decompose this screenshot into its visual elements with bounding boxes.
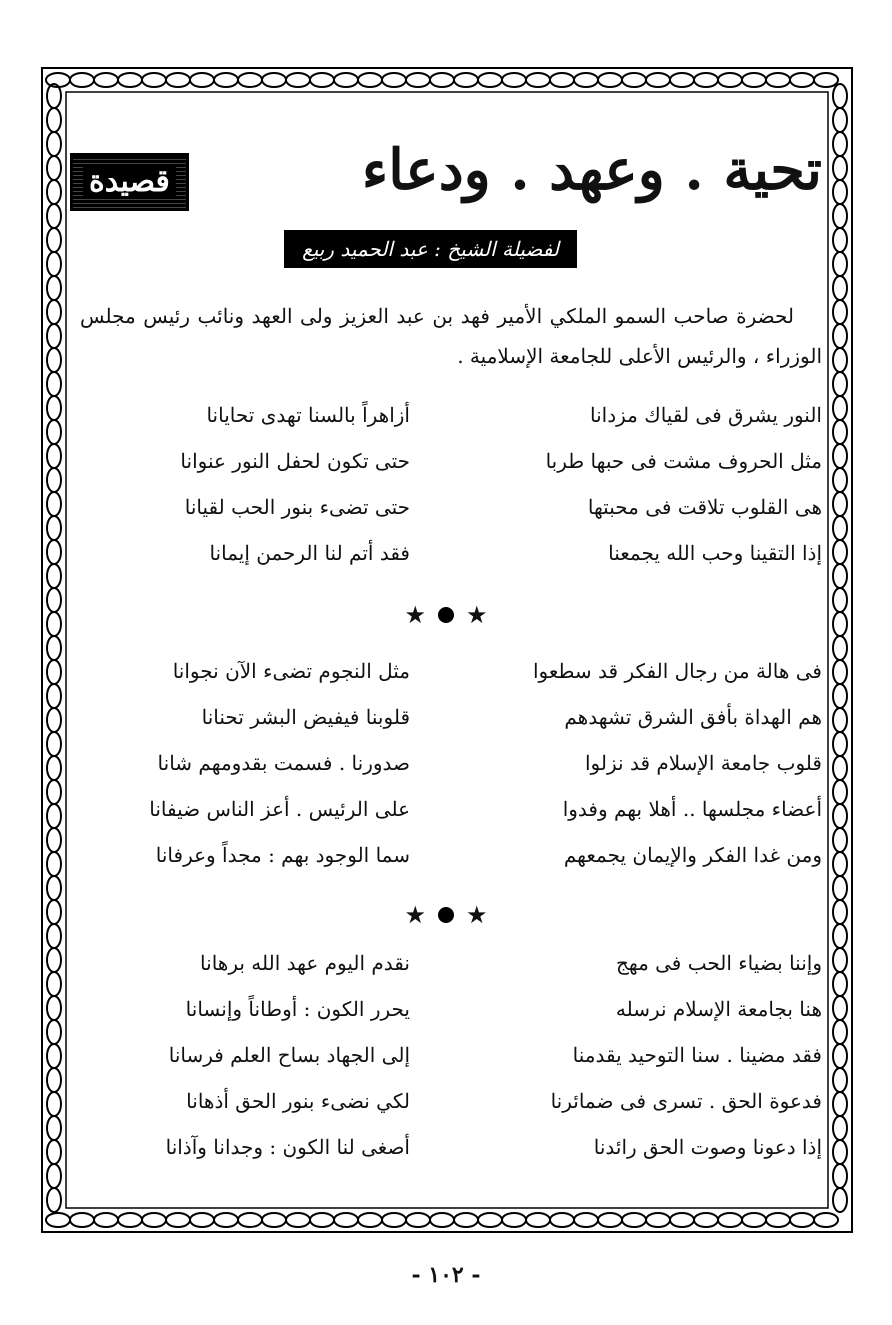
verse-second-hemistich: على الرئيس . أعز الناس ضيفانا: [149, 797, 410, 821]
verse-second-hemistich: فقد أتم لنا الرحمن إيمانا: [209, 541, 410, 565]
separator-2: [70, 900, 822, 930]
verse-line: [70, 484, 822, 530]
poem-title: تحية . وعهد . ودعاء: [361, 137, 822, 203]
verse-line: [70, 530, 822, 576]
title-row: [70, 130, 822, 210]
star-icon: ★: [466, 601, 488, 629]
verse-line: [70, 1124, 822, 1170]
verse-first-hemistich: أعضاء مجلسها .. أهلا بهم وفدوا: [562, 797, 822, 821]
verse-second-hemistich: قلوبنا فيفيض البشر تحنانا: [201, 705, 410, 729]
verse-second-hemistich: أصغى لنا الكون : وجدانا وآذانا: [165, 1135, 410, 1159]
verse-first-hemistich: النور يشرق فى لقياك مزدانا: [590, 403, 822, 427]
verse-first-hemistich: مثل الحروف مشت فى حبها طربا: [545, 449, 822, 473]
verse-line: [70, 694, 822, 740]
verse-first-hemistich: هى القلوب تلاقت فى محبتها: [587, 495, 822, 519]
verse-line: [70, 438, 822, 484]
star-icon: ★: [404, 901, 426, 929]
verse-line: [70, 832, 822, 878]
verse-second-hemistich: سما الوجود بهم : مجداً وعرفانا: [155, 843, 410, 867]
verse-line: [70, 392, 822, 438]
dot-icon: [438, 607, 454, 623]
verse-second-hemistich: لكي نضىء بنور الحق أذهانا: [186, 1089, 410, 1113]
star-icon: ★: [466, 901, 488, 929]
verse-first-hemistich: فقد مضينا . سنا التوحيد يقدمنا: [572, 1043, 822, 1067]
verse-first-hemistich: إذا دعونا وصوت الحق رائدنا: [593, 1135, 822, 1159]
verse-second-hemistich: حتى تضىء بنور الحب لقيانا: [184, 495, 410, 519]
verse-second-hemistich: صدورنا . فسمت بقدومهم شانا: [157, 751, 410, 775]
verse-first-hemistich: فدعوة الحق . تسرى فى ضمائرنا: [550, 1089, 822, 1113]
author-label: لفضيلة الشيخ : عبد الحميد ربيع: [284, 230, 577, 268]
verse-line: [70, 986, 822, 1032]
verse-second-hemistich: نقدم اليوم عهد الله برهانا: [200, 951, 410, 975]
dedication-paragraph: لحضرة صاحب السمو الملكي الأمير فهد بن عبد العزيز ولى العهد ونائب رئيس مجلس الوزراء ، والرئيس الأعلى للجامعة الإسلامية .: [80, 304, 822, 368]
verse-first-hemistich: ومن غدا الفكر والإيمان يجمعهم: [563, 843, 822, 867]
stanza-3: [70, 940, 822, 1170]
verse-line: [70, 940, 822, 986]
verse-line: [70, 1032, 822, 1078]
separator-1: [70, 600, 822, 630]
page-number: - ١٠٢ -: [411, 1262, 481, 1288]
stanza-2: [70, 648, 822, 878]
verse-first-hemistich: فى هالة من رجال الفكر قد سطعوا: [532, 659, 822, 683]
author-row: [284, 230, 577, 268]
verse-second-hemistich: مثل النجوم تضىء الآن نجوانا: [172, 659, 410, 683]
verse-line: [70, 786, 822, 832]
stanza-1: [70, 392, 822, 576]
verse-line: [70, 1078, 822, 1124]
verse-first-hemistich: هنا بجامعة الإسلام نرسله: [615, 997, 822, 1021]
dot-icon: [438, 907, 454, 923]
verse-first-hemistich: إذا التقينا وحب الله يجمعنا: [608, 541, 822, 565]
verse-second-hemistich: حتى تكون لحفل النور عنوانا: [180, 449, 410, 473]
star-icon: ★: [404, 601, 426, 629]
verse-first-hemistich: هم الهداة بأفق الشرق تشهدهم: [564, 705, 822, 729]
verse-line: [70, 648, 822, 694]
verse-second-hemistich: إلى الجهاد بساح العلم فرسانا: [168, 1043, 410, 1067]
verse-first-hemistich: قلوب جامعة الإسلام قد نزلوا: [585, 751, 822, 775]
page-content: [70, 100, 822, 1200]
verse-second-hemistich: يحرر الكون : أوطاناً وإنسانا: [185, 997, 410, 1021]
verse-second-hemistich: أزاهراً بالسنا تهدى تحايانا: [206, 403, 410, 427]
verse-first-hemistich: وإننا بضياء الحب فى مهج: [615, 951, 822, 975]
verse-line: [70, 740, 822, 786]
poem-badge-label: قصيدة: [83, 164, 176, 199]
poem-badge: [70, 153, 189, 211]
